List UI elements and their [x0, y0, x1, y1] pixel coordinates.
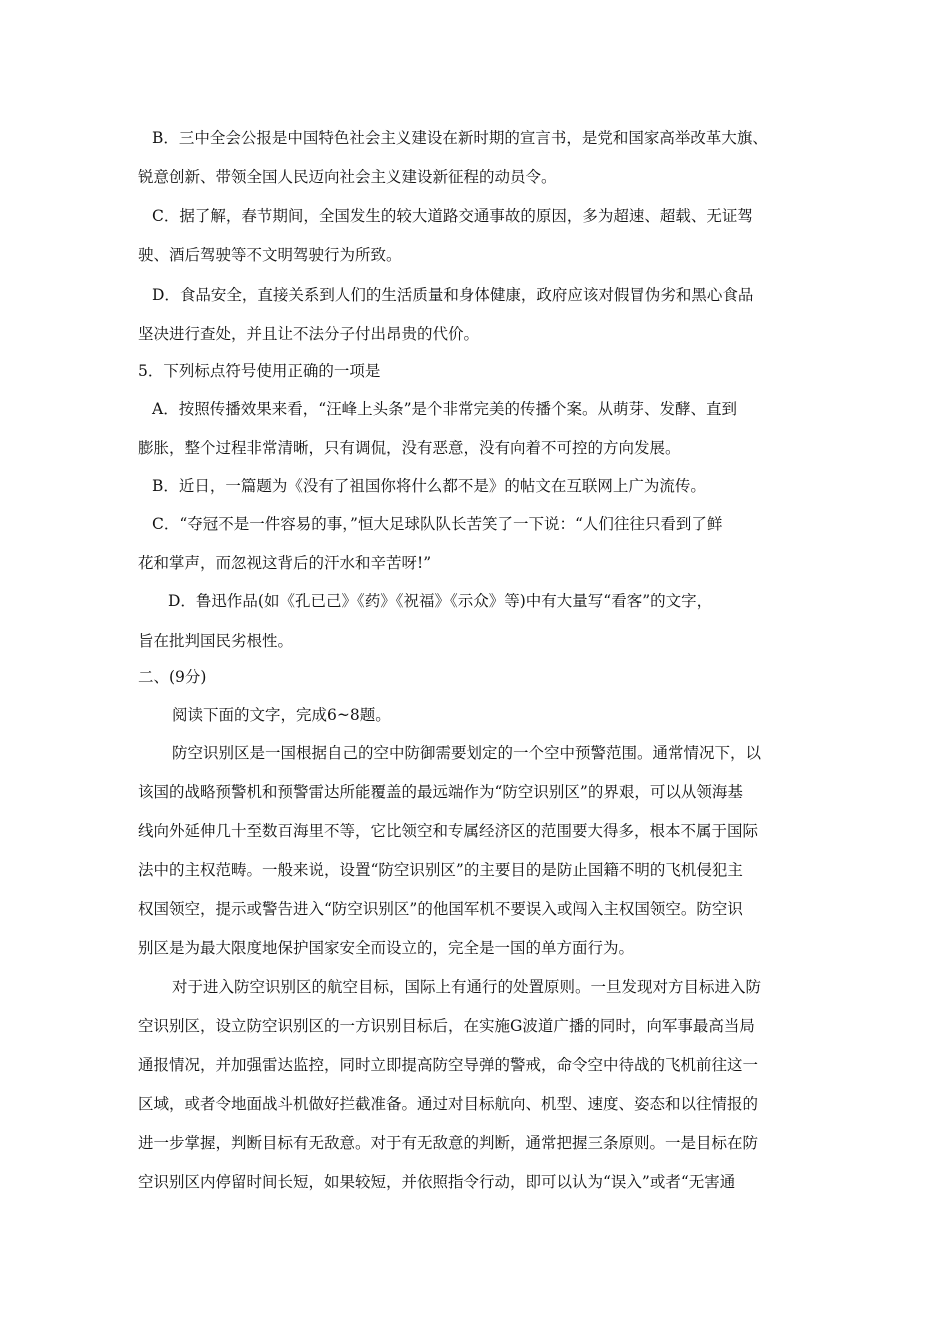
passage-p2-line-1: 对于进入防空识别区的航空目标，国际上有通行的处置原则。一旦发现对方目标进入防	[172, 978, 762, 996]
passage-p1-line-4: 法中的主权范畴。一般来说，设置“防空识别区”的主要目的是防止国籍不明的飞机侵犯主	[138, 861, 743, 879]
passage-p2-line-4: 区域，或者令地面战斗机做好拦截准备。通过对目标航向、机型、速度、姿态和以往情报的	[138, 1095, 759, 1113]
q5-option-c-line-2: 花和掌声，而忽视这背后的汗水和辛苦呀!”	[138, 554, 432, 572]
passage-p2-line-6: 空识别区内停留时间长短，如果较短，并依照指令行动，即可以认为“误入”或者“无害通	[138, 1173, 736, 1191]
section2-heading: 二、(9分)	[138, 668, 207, 686]
q5-option-a-line-1: A．按照传播效果来看，“汪峰上头条”是个非常完美的传播个案。从萌芽、发酵、直到	[152, 400, 738, 418]
passage-p2-line-3: 通报情况，并加强雷达监控，同时立即提高防空导弹的警戒，命令空中待战的飞机前往这一	[138, 1056, 759, 1074]
q4-option-b-line-2: 锐意创新、带领全国人民迈向社会主义建设新征程的动员令。	[138, 168, 557, 186]
passage-p1-line-6: 别区是为最大限度地保护国家安全而设立的，完全是一国的单方面行为。	[138, 939, 635, 957]
q5-stem: 5．下列标点符号使用正确的一项是	[138, 362, 381, 380]
passage-p1-line-3: 线向外延伸几十至数百海里不等，它比领空和专属经济区的范围要大得多，根本不属于国际	[138, 822, 759, 840]
passage-p1-line-1: 防空识别区是一国根据自己的空中防御需要划定的一个空中预警范围。通常情况下，以	[172, 744, 762, 762]
q5-option-d-line-2: 旨在批判国民劣根性。	[138, 632, 294, 650]
section2-instruction: 阅读下面的文字，完成6~8题。	[172, 706, 391, 724]
q5-option-b-line-1: B．近日，一篇题为《没有了祖国你将什么都不是》的帖文在互联网上广为流传。	[152, 477, 706, 495]
passage-p1-line-5: 权国领空，提示或警告进入“防空识别区”的他国军机不要误入或闯入主权国领空。防空识	[138, 900, 743, 918]
q5-option-d-line-1: D．鲁迅作品(如《孔已己》《药》《祝福》《示众》等)中有大量写“看客”的文字，	[168, 592, 713, 610]
q5-option-c-line-1: C．“夺冠不是一件容易的事，”恒大足球队队长苦笑了一下说：“人们往往只看到了鲜	[152, 515, 723, 533]
q4-option-c-line-1: C．据了解，春节期间，全国发生的较大道路交通事故的原因，多为超速、超载、无证驾	[152, 207, 753, 225]
passage-p1-line-2: 该国的战略预警机和预警雷达所能覆盖的最远端作为“防空识别区”的界艰，可以从领海基	[138, 783, 743, 801]
q4-option-b-line-1: B．三中全会公报是中国特色社会主义建设在新时期的宣言书，是党和国家高举改革大旗、	[152, 129, 768, 147]
q4-option-d-line-2: 坚决进行查处，并且让不法分子付出昂贵的代价。	[138, 325, 480, 343]
q5-option-a-line-2: 膨胀，整个过程非常清晰，只有调侃，没有恶意，没有向着不可控的方向发展。	[138, 439, 681, 457]
q4-option-d-line-1: D．食品安全，直接关系到人们的生活质量和身体健康，政府应该对假冒伪劣和黑心食品	[152, 286, 754, 304]
q4-option-c-line-2: 驶、酒后驾驶等不文明驾驶行为所致。	[138, 246, 402, 264]
passage-p2-line-5: 进一步掌握，判断目标有无敌意。对于有无敌意的判断，通常把握三条原则。一是目标在防	[138, 1134, 759, 1152]
passage-p2-line-2: 空识别区，设立防空识别区的一方识别目标后，在实施G波道广播的同时，向军事最高当局	[138, 1017, 755, 1035]
